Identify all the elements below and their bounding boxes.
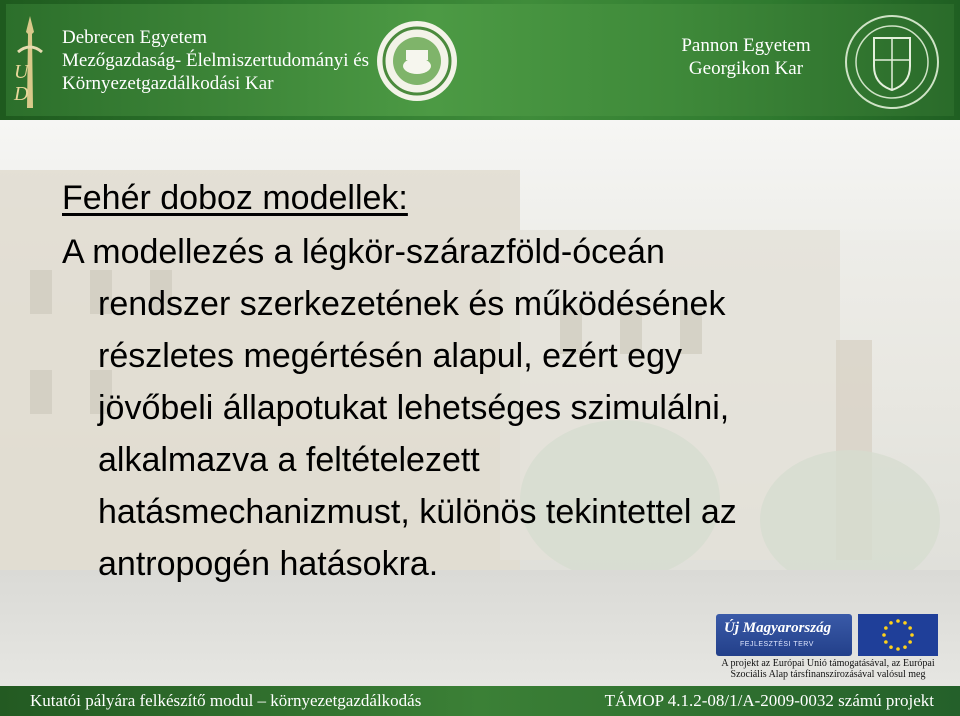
- paragraph-line-6: hatásmechanizmust, különös tekintettel az: [98, 493, 737, 531]
- university-line-2: Mezőgazdaság- Élelmiszertudományi és: [62, 50, 370, 71]
- university-line-1: Debrecen Egyetem: [62, 27, 208, 48]
- sponsor-note-line-1: A projekt az Európai Unió támogatásával, az Európai: [721, 658, 935, 669]
- eu-star: [889, 645, 893, 649]
- header-band: [0, 0, 960, 120]
- eu-star: [908, 626, 912, 630]
- slide-heading: Fehér doboz modellek:: [62, 179, 408, 217]
- eu-star: [908, 640, 912, 644]
- eu-star: [884, 626, 888, 630]
- faculty-seal-icon: [376, 20, 458, 102]
- sponsor-note: [712, 658, 944, 680]
- partner-line-1: Pannon Egyetem: [681, 35, 811, 56]
- paragraph-line-5: alkalmazva a feltételezett: [98, 441, 480, 479]
- eu-star: [910, 633, 914, 637]
- partner-line-2: Georgikon Kar: [688, 58, 804, 79]
- paragraph-line-1: A modellezés a légkör-szárazföld-óceán: [62, 233, 665, 271]
- university-crest-icon: [8, 12, 52, 112]
- program-sub: FEJLESZTÉSI TERV: [740, 641, 814, 648]
- paragraph-line-2: rendszer szerkezetének és működésének: [98, 285, 726, 323]
- pannon-university-seal-icon: [844, 14, 940, 110]
- eu-star: [882, 633, 886, 637]
- paragraph-line-7: antropogén hatásokra.: [98, 545, 439, 583]
- eu-star: [903, 621, 907, 625]
- bg-window: [30, 370, 52, 414]
- footer-band: [0, 686, 960, 716]
- program-name: Új Magyarország: [724, 620, 832, 636]
- partner-name: [676, 34, 816, 80]
- svg-text:U: U: [14, 61, 29, 83]
- university-line-3: Környezetgazdálkodási Kar: [62, 73, 274, 94]
- eu-star: [889, 621, 893, 625]
- slide-content: [62, 178, 922, 590]
- eu-star: [903, 645, 907, 649]
- sponsor-block: [712, 612, 942, 682]
- slide-paragraph: [62, 226, 922, 590]
- eu-flag-icon: [858, 614, 938, 656]
- paragraph-line-3: részletes megértésén alapul, ezért egy: [98, 337, 682, 375]
- eu-star: [884, 640, 888, 644]
- paragraph-line-4: jövőbeli állapotukat lehetséges szimulálni,: [98, 389, 730, 427]
- footer-project-id: TÁMOP 4.1.2-08/1/A-2009-0032 számú projekt: [604, 691, 934, 710]
- uj-magyarorszag-logo: [716, 614, 852, 656]
- bg-window: [30, 270, 52, 314]
- university-name: [62, 26, 369, 95]
- eu-star: [896, 647, 900, 651]
- eu-star: [896, 619, 900, 623]
- sponsor-note-line-2: Szociális Alap társfinanszírozásával valósul meg: [730, 669, 926, 680]
- footer-module-title: Kutatói pályára felkészítő modul – környezetgazdálkodás: [30, 691, 422, 710]
- svg-text:D: D: [14, 83, 29, 105]
